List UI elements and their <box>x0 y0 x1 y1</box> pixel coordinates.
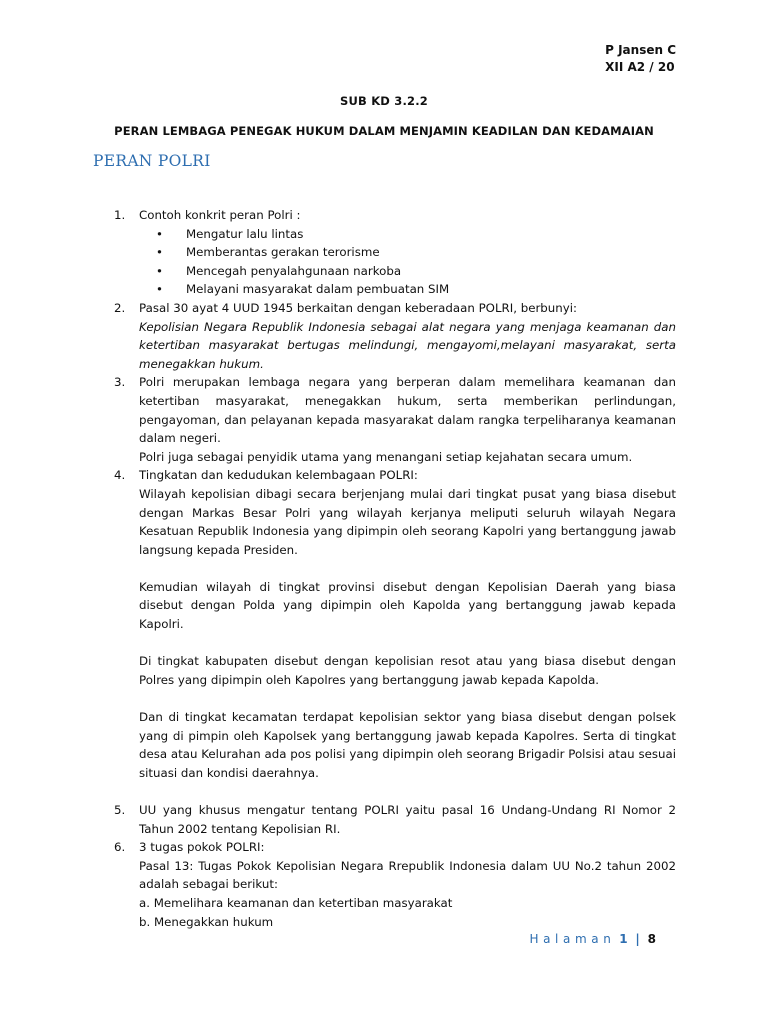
bullet-item: • Mencegah penyalahgunaan narkoba <box>139 262 676 281</box>
bullet-icon: • <box>156 282 163 297</box>
bullet-icon: • <box>156 263 163 278</box>
bullet-icon: • <box>156 245 163 260</box>
list-item-6 <box>92 838 676 931</box>
list-item-text: Polri merupakan lembaga negara yang berperan dalam memelihara keamanan dan ketertiban masyarakat, menegakkan hukum, serta memberikan perlindungan, pengayoman, dan pelayanan kepada masyarakat dalam rangka terpeliharanya keamanan dalam negeri. <box>139 375 676 446</box>
list-item-number: 3. <box>114 375 126 390</box>
bullet-item: • Memberantas gerakan terorisme <box>139 243 676 262</box>
bullet-icon: • <box>156 226 163 241</box>
document-title: PERAN LEMBAGA PENEGAK HUKUM DALAM MENJAMIN KEADILAN DAN KEDAMAIAN <box>114 124 654 138</box>
footer-label: Halaman <box>529 932 616 946</box>
list-item-text: Tingkatan dan kedudukan kelembagaan POLRI: <box>139 468 418 483</box>
list-item-text: UU yang khusus mengatur tentang POLRI yaitu pasal 16 Undang-Undang RI Nomor 2 Tahun 2002 tentang Kepolisian RI. <box>139 803 676 836</box>
list-item-4 <box>92 466 676 801</box>
paragraph: Dan di tingkat kecamatan terdapat kepolisian sektor yang biasa disebut dengan polsek yang di pimpin oleh Kapolsek yang bertanggung jawab kepada Kapolres. Serta di tingkat desa atau Kelurahan ada pos polisi yang dipimpin oleh seorang Brigadir Polsisi atau sesuai situasi dan kondisi daerahnya. <box>139 710 676 780</box>
list-item-text: Pasal 30 ayat 4 UUD 1945 berkaitan dengan keberadaan POLRI, berbunyi: <box>139 300 577 315</box>
list-item-number: 1. <box>114 208 126 222</box>
numbered-list <box>92 206 676 931</box>
section-heading: PERAN POLRI <box>93 152 211 170</box>
bullet-list <box>92 225 676 299</box>
paragraph: Kemudian wilayah di tingkat provinsi disebut dengan Kepolisian Daerah yang biasa disebut dengan Polda yang dipimpin oleh Kapolda yang bertanggung jawab kepada Kapolri. <box>139 579 676 632</box>
list-item-number: 6. <box>114 840 126 855</box>
page-number: 1 <box>619 932 628 946</box>
list-item-number: 2. <box>114 300 126 315</box>
quote-text: Kepolisian Negara Republik Indonesia sebagai alat negara yang menjaga keamanan dan ketertiban masyarakat bertugas melindungi, mengayomi,melayani masyarakat, serta menegakkan hukum. <box>139 319 676 371</box>
page-total: 8 <box>647 932 656 946</box>
author-class: XII A2 / 20 <box>605 60 675 74</box>
page-footer <box>529 932 656 946</box>
paragraph: Di tingkat kabupaten disebut dengan kepolisian resot atau yang biasa disebut dengan Polres yang dipimpin oleh Kapolres yang bertanggung jawab kepada Kapolda. <box>139 654 676 687</box>
bullet-item: • Melayani masyarakat dalam pembuatan SIM <box>139 280 676 299</box>
bullet-item: • Mengatur lalu lintas <box>139 225 676 244</box>
paragraph: Wilayah kepolisian dibagi secara berjenjang mulai dari tingkat pusat yang biasa disebut dengan Markas Besar Polri yang wilayah kerjanya meliputi seluruh wilayah Negara Kesatuan Republik Indonesia yang dipimpin oleh seorang Kapolri yang bertanggung jawab langsung kepada Presiden. <box>139 486 676 557</box>
list-item-text-extra: Polri juga sebagai penyidik utama yang menangani setiap kejahatan secara umum. <box>139 449 633 464</box>
list-item-2 <box>92 299 676 373</box>
author-block <box>605 42 676 76</box>
list-item-number: 5. <box>114 803 126 817</box>
sub-item: a. Memelihara keamanan dan ketertiban masyarakat <box>139 895 453 910</box>
footer-separator: | <box>635 932 640 946</box>
sub-kd-label: SUB KD 3.2.2 <box>340 94 428 108</box>
list-item-3 <box>92 373 676 466</box>
list-item-text-extra: Pasal 13: Tugas Pokok Kepolisian Negara Rrepublik Indonesia dalam UU No.2 tahun 2002 adalah sebagai berikut: <box>139 858 676 892</box>
sub-item: b. Menegakkan hukum <box>139 914 274 929</box>
list-item-1 <box>92 206 676 225</box>
list-item-text: Contoh konkrit peran Polri : <box>139 208 301 222</box>
author-name: P Jansen C <box>605 43 676 57</box>
list-item-number: 4. <box>114 468 126 483</box>
list-item-text: 3 tugas pokok POLRI: <box>139 840 265 855</box>
list-item-5 <box>92 801 676 838</box>
